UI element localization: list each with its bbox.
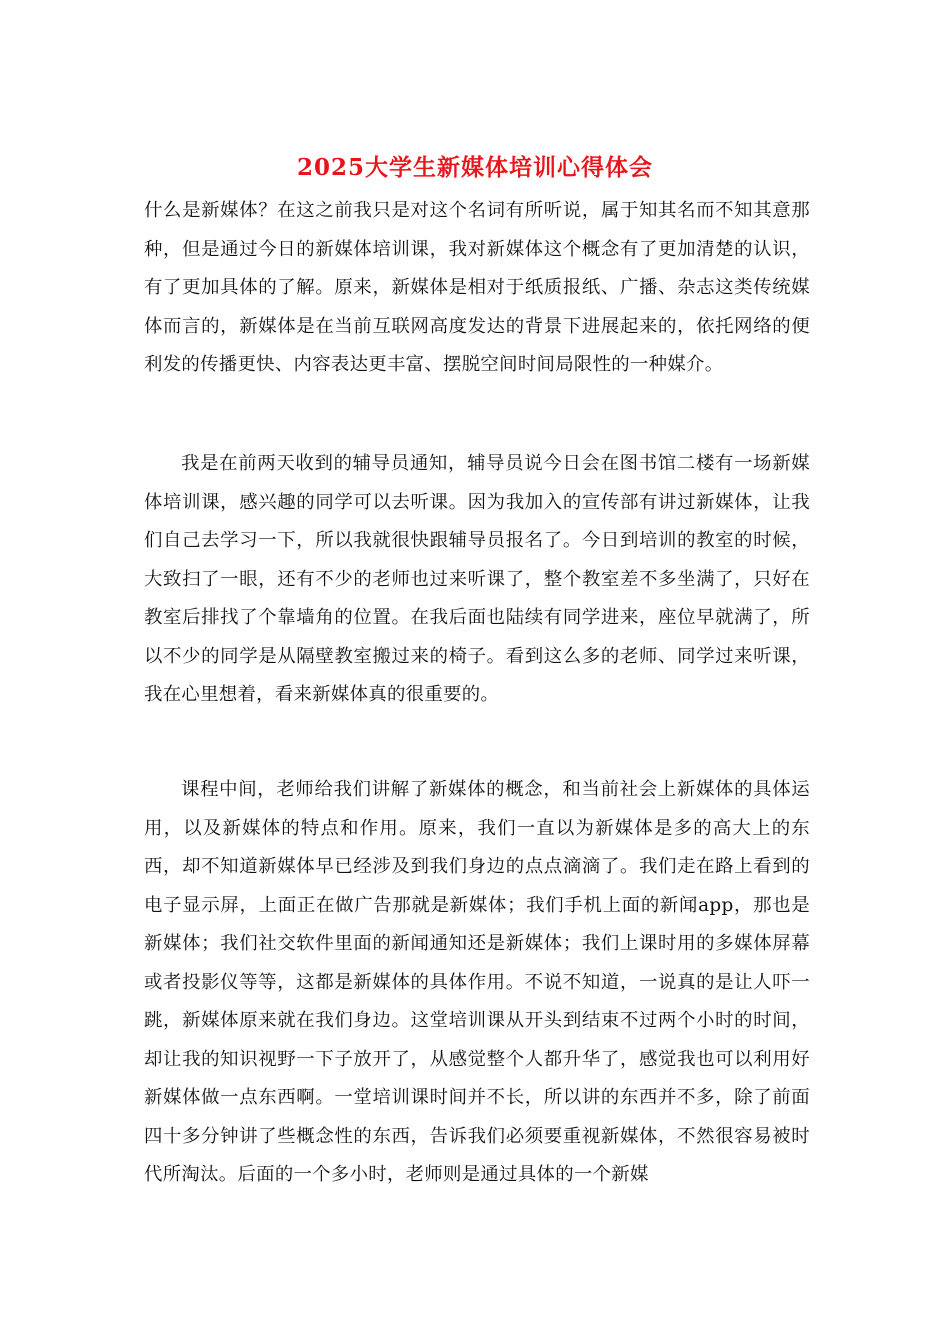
paragraph-1: 什么是新媒体？在这之前我只是对这个名词有所听说，属于知其名而不知其意那种，但是通过今日的新媒体培训课，我对新媒体这个概念有了更加清楚的认识，有了更加具体的了解。原来，新媒体是相对于纸质报纸、广播、杂志这类传统媒体而言的，新媒体是在当前互联网高度发达的背景下进展起来的，依托网络的便利发的传播更快、内容表达更丰富、摆脱空间时间局限性的一种媒介。 (144, 200, 810, 375)
paragraph-2: 我是在前两天收到的辅导员通知，辅导员说今日会在图书馆二楼有一场新媒体培训课，感兴趣的同学可以去听课。因为我加入的宣传部有讲过新媒体，让我们自己去学习一下，所以我就很快跟辅导员报名了。今日到培训的教室的时候，大致扫了一眼，还有不少的老师也过来听课了，整个教室差不多坐满了，只好在教室后排找了个靠墙角的位置。在我后面也陆续有同学进来，座位早就满了，所以不少的同学是从隔壁教室搬过来的椅子。看到这么多的老师、同学过来听课，我在心里想着，看来新媒体真的很重要的。 (144, 453, 810, 705)
document-title: 2025大学生新媒体培训心得体会 (296, 154, 653, 181)
paragraph-3: 课程中间，老师给我们讲解了新媒体的概念，和当前社会上新媒体的具体运用，以及新媒体的特点和作用。原来，我们一直以为新媒体是多的高大上的东西，却不知道新媒体早已经涉及到我们身边的点点滴滴了。我们走在路上看到的电子显示屏，上面正在做广告那就是新媒体；我们手机上面的新闻app，那也是新媒体；我们社交软件里面的新闻通知还是新媒体；我们上课时用的多媒体屏幕或者投影仪等等，这都是新媒体的具体作用。不说不知道，一说真的是让人吓一跳，新媒体原来就在我们身边。这堂培训课从开头到结束不过两个小时的时间，却让我的知识视野一下子放开了，从感觉整个人都升华了，感觉我也可以利用好新媒体做一点东西啊。一堂培训课时间并不长，所以讲的东西并不多，除了前面四十多分钟讲了些概念性的东西，告诉我们必须要重视新媒体，不然很容易被时代所淘汰。后面的一个多小时，老师则是通过具体的一个新媒 (144, 779, 810, 1185)
